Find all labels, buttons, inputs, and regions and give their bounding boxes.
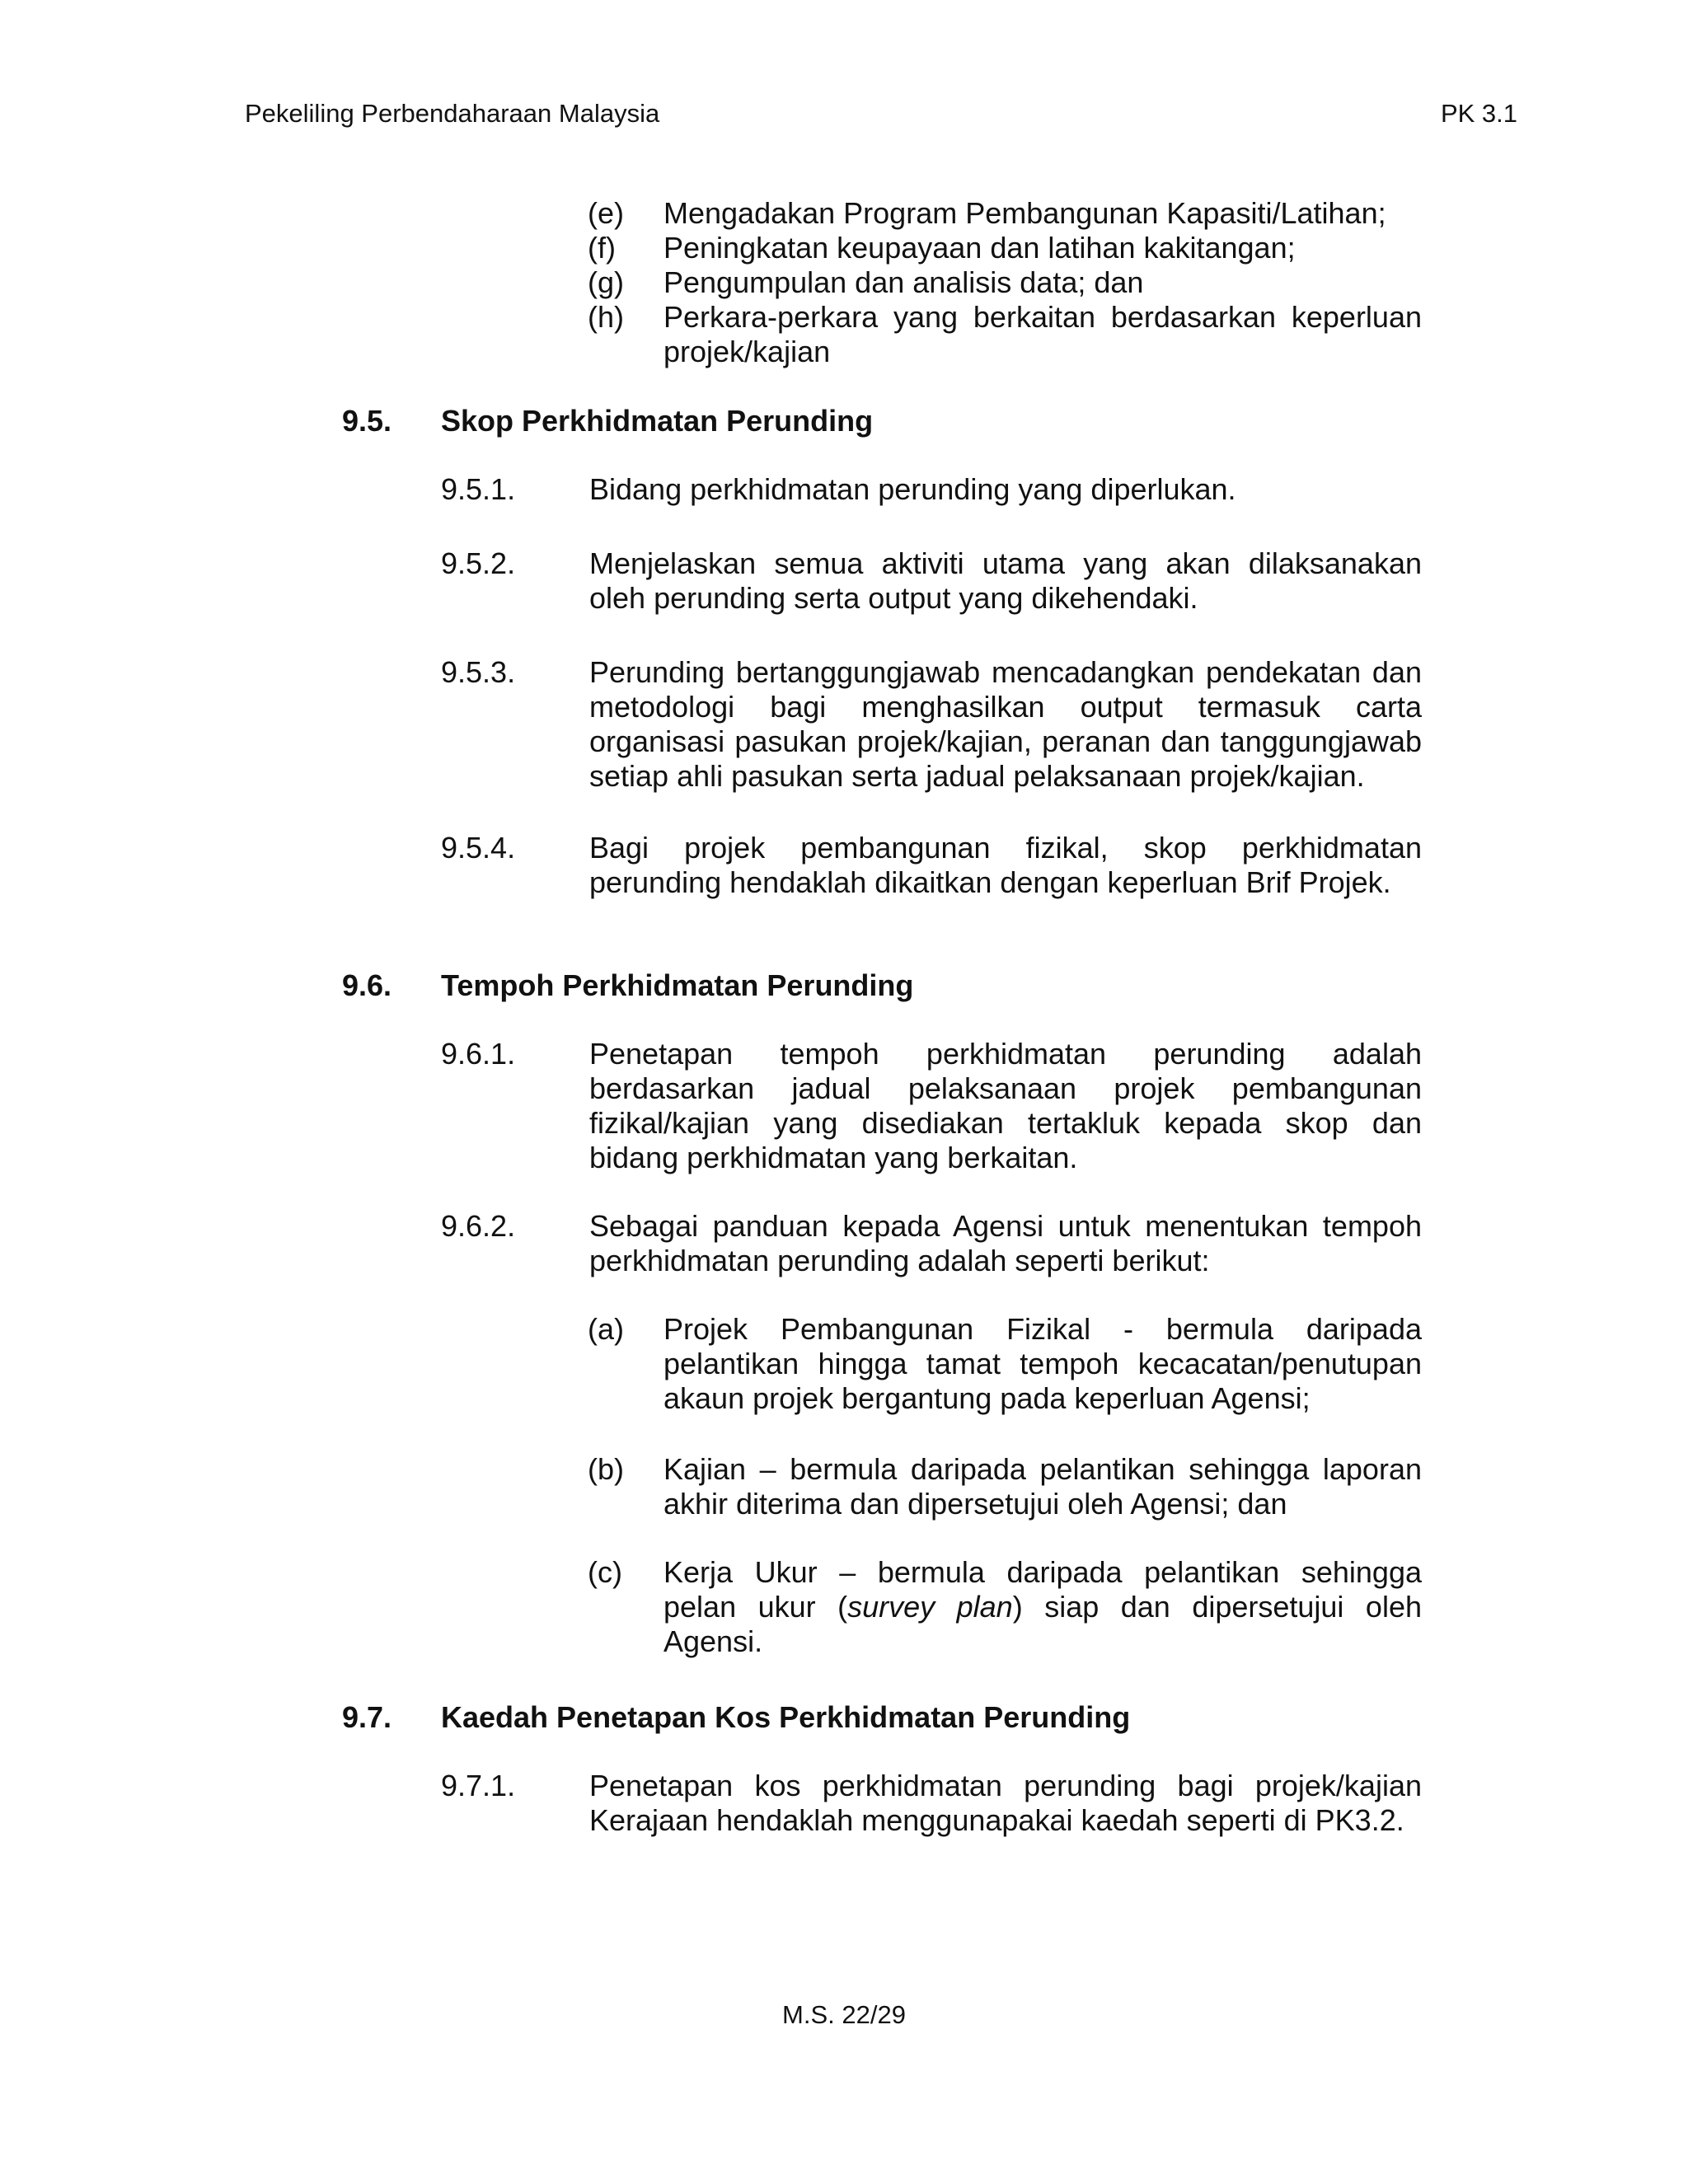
item-number-9-7-1: 9.7.1.	[441, 1769, 516, 1802]
sub-item-c	[663, 1555, 1422, 1659]
item-text-9-7-1	[589, 1769, 1422, 1838]
item-text-9-5-2	[589, 546, 1422, 616]
text-fragment: ) siap dan dipersetujui oleh	[1012, 1590, 1422, 1624]
header-title: Pekeliling Perbendaharaan Malaysia	[245, 99, 660, 128]
sub-label-a: (a)	[588, 1312, 624, 1346]
section-title-9-5: Skop Perkhidmatan Perunding	[441, 404, 874, 438]
list-label-f: (f)	[588, 231, 616, 265]
text-line: Menjelaskan semua aktiviti utama yang akan dilaksanakan	[589, 546, 1422, 580]
section-number-9-6: 9.6.	[342, 968, 392, 1002]
list-label-g: (g)	[588, 265, 624, 299]
header-code: PK 3.1	[1440, 99, 1517, 128]
item-number-9-5-4: 9.5.4.	[441, 831, 516, 865]
text-line: Kerja Ukur – bermula daripada pelantikan sehingga	[663, 1555, 1422, 1589]
text-line: Sebagai panduan kepada Agensi untuk menentukan tempoh	[589, 1209, 1422, 1243]
list-item-f: Peningkatan keupayaan dan latihan kakitangan;	[663, 231, 1296, 265]
item-number-9-6-1: 9.6.1.	[441, 1037, 516, 1071]
section-title-9-6: Tempoh Perkhidmatan Perunding	[441, 968, 914, 1002]
item-text-9-5-4	[589, 831, 1422, 900]
text-line: Agensi.	[663, 1624, 763, 1658]
text-line: bidang perkhidmatan yang berkaitan.	[589, 1141, 1078, 1174]
text-line: organisasi pasukan projek/kajian, peranan dan tanggungjawab	[589, 724, 1422, 758]
list-label-h: (h)	[588, 300, 624, 334]
section-number-9-5: 9.5.	[342, 404, 392, 438]
list-label-e: (e)	[588, 196, 624, 230]
section-title-9-7: Kaedah Penetapan Kos Perkhidmatan Perunding	[441, 1700, 1131, 1734]
item-text-9-5-3	[589, 655, 1422, 794]
text-line: metodologi bagi menghasilkan output termasuk carta	[589, 690, 1422, 724]
item-text-9-6-1	[589, 1037, 1422, 1175]
text-line: Bagi projek pembangunan fizikal, skop perkhidmatan	[589, 831, 1422, 865]
text-line: Kerajaan hendaklah menggunapakai kaedah seperti di PK3.2.	[589, 1803, 1404, 1837]
text-line: setiap ahli pasukan serta jadual pelaksanaan projek/kajian.	[589, 759, 1365, 793]
text-line: Penetapan tempoh perkhidmatan perunding adalah	[589, 1037, 1422, 1071]
item-number-9-5-2: 9.5.2.	[441, 546, 516, 580]
text-line: Perkara-perkara yang berkaitan berdasarkan keperluan	[663, 300, 1422, 334]
text-line: Perunding bertanggungjawab mencadangkan pendekatan dan	[589, 655, 1422, 689]
text-line: oleh perunding serta output yang dikehendaki.	[589, 581, 1198, 615]
sub-label-c: (c)	[588, 1555, 622, 1589]
text-line	[663, 1590, 1422, 1624]
text-line: Penetapan kos perkhidmatan perunding bagi projek/kajian	[589, 1769, 1422, 1802]
sub-label-b: (b)	[588, 1452, 624, 1486]
text-line: akaun projek bergantung pada keperluan Agensi;	[663, 1381, 1311, 1415]
text-line: fizikal/kajian yang disediakan tertakluk kepada skop dan	[589, 1106, 1422, 1140]
list-item-g: Pengumpulan dan analisis data; dan	[663, 265, 1144, 299]
item-number-9-6-2: 9.6.2.	[441, 1209, 516, 1243]
sub-item-b	[663, 1452, 1422, 1521]
list-item-e: Mengadakan Program Pembangunan Kapasiti/Latihan;	[663, 196, 1386, 230]
text-line: akhir diterima dan dipersetujui oleh Agensi; dan	[663, 1487, 1287, 1521]
text-line: Projek Pembangunan Fizikal - bermula daripada	[663, 1312, 1422, 1346]
text-line: projek/kajian	[663, 335, 831, 368]
italic-term: survey plan	[847, 1590, 1013, 1624]
section-number-9-7: 9.7.	[342, 1700, 392, 1734]
page-number: M.S. 22/29	[782, 2000, 906, 2029]
text-line: perunding hendaklah dikaitkan dengan keperluan Brif Projek.	[589, 865, 1391, 899]
list-item-h	[663, 300, 1422, 369]
text-fragment: pelan ukur (	[663, 1590, 848, 1624]
text-line: berdasarkan jadual pelaksanaan projek pembangunan	[589, 1071, 1422, 1105]
text-line: perkhidmatan perunding adalah seperti berikut:	[589, 1244, 1210, 1277]
text-line: Kajian – bermula daripada pelantikan sehingga laporan	[663, 1452, 1422, 1486]
item-number-9-5-1: 9.5.1.	[441, 472, 516, 506]
text-line: pelantikan hingga tamat tempoh kecacatan/penutupan	[663, 1347, 1422, 1380]
text-line: Bidang perkhidmatan perunding yang diperlukan.	[589, 472, 1236, 506]
sub-item-a	[663, 1312, 1422, 1416]
item-text-9-6-2	[589, 1209, 1422, 1278]
item-number-9-5-3: 9.5.3.	[441, 655, 516, 689]
item-text-9-5-1	[589, 472, 1422, 507]
